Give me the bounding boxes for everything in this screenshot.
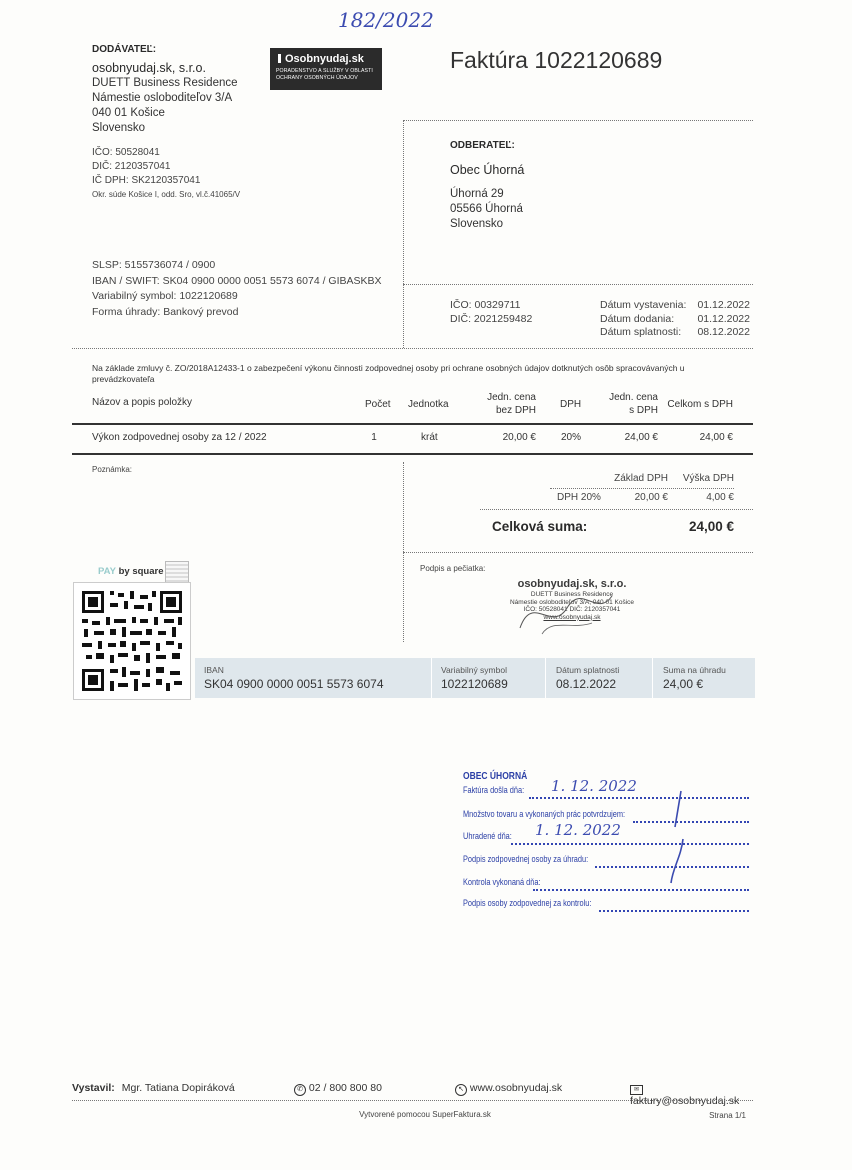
stamp-label: Uhradené dňa: bbox=[463, 831, 512, 841]
stamp-dotted-line bbox=[529, 797, 749, 799]
item-unit-price-vat: 24,00 € bbox=[624, 432, 658, 443]
divider bbox=[545, 658, 546, 698]
customer-block bbox=[450, 140, 524, 232]
supplier-address-line: DUETT Business Residence bbox=[92, 77, 238, 89]
header-qty: Počet bbox=[365, 399, 391, 410]
footer-phone bbox=[294, 1082, 382, 1096]
footer-email bbox=[630, 1082, 753, 1107]
supplier-name: osobnyudaj.sk, s.r.o. bbox=[92, 61, 206, 75]
date-value: 01.12.2022 bbox=[697, 312, 750, 325]
divider bbox=[480, 509, 753, 510]
payment-field-value: 24,00 € bbox=[663, 677, 704, 691]
stamp-line: IČO: 50528041 DIČ: 2120357041 bbox=[523, 606, 621, 613]
created-with: Vytvorené pomocou SuperFaktura.sk bbox=[359, 1110, 491, 1119]
supplier-address-line: Slovensko bbox=[92, 122, 146, 134]
payment-field-label: Variabilný symbol bbox=[441, 665, 507, 675]
item-qty: 1 bbox=[371, 432, 377, 443]
stamp-title: OBEC ÚHORNÁ bbox=[463, 771, 528, 782]
date-label: Dátum dodania: bbox=[600, 312, 675, 325]
pay-by-square-icon bbox=[165, 561, 189, 583]
supplier-block bbox=[92, 44, 240, 199]
vat-amount-header: Výška DPH bbox=[682, 473, 734, 484]
items-table-header bbox=[72, 391, 753, 423]
invoice-dates bbox=[560, 299, 750, 340]
customer-name: Obec Úhorná bbox=[450, 163, 525, 177]
logo-name: Osobnyudaj.sk bbox=[285, 53, 364, 65]
signature-label: Podpis a pečiatka: bbox=[420, 564, 486, 573]
vat-base: 20,00 € bbox=[634, 492, 668, 503]
footer-web bbox=[455, 1082, 562, 1096]
handwritten-registry-number: 182/2022 bbox=[338, 8, 434, 32]
table-row bbox=[72, 432, 753, 448]
date-label: Dátum vystavenia: bbox=[600, 299, 687, 311]
divider bbox=[431, 658, 432, 698]
payment-field-value: SK04 0900 0000 0051 5573 6074 bbox=[204, 677, 384, 691]
page-number: Strana 1/1 bbox=[709, 1111, 746, 1120]
pay-word: PAY bbox=[98, 566, 116, 577]
stamp-line: DUETT Business Residence bbox=[530, 591, 614, 598]
company-logo bbox=[270, 48, 382, 90]
header-vat: DPH bbox=[560, 399, 582, 410]
logo-tagline: PORADENSTVO A SLUŽBY V OBLASTI bbox=[276, 68, 373, 74]
table-rule bbox=[72, 423, 753, 425]
supplier-register: Okr. súde Košice I, odd. Sro, vl.č.41065/V bbox=[92, 190, 241, 199]
table-rule bbox=[72, 453, 753, 455]
divider bbox=[550, 488, 734, 489]
header-unit-price: Jedn. cena bbox=[487, 392, 536, 403]
customer-address-line: Úhorná 29 bbox=[450, 188, 504, 200]
payment-method: Forma úhrady: Bankový prevod bbox=[92, 305, 239, 318]
payment-qr-code[interactable] bbox=[73, 582, 191, 700]
payment-field-due bbox=[556, 665, 619, 691]
header-total: Celkom s DPH bbox=[667, 399, 733, 410]
bank-iban: IBAN / SWIFT: SK04 0900 0000 0051 5573 6074 / GIBASKBX bbox=[92, 274, 382, 287]
divider bbox=[72, 1100, 753, 1101]
supplier-address-line: 040 01 Košice bbox=[92, 107, 165, 119]
total-value: 24,00 € bbox=[688, 519, 734, 534]
stamp-label: Kontrola vykonaná dňa: bbox=[463, 877, 541, 887]
item-vat: 20% bbox=[561, 432, 582, 443]
payment-field-label: Dátum splatnosti bbox=[556, 665, 620, 675]
issued-name: Mgr. Tatiana Dopiráková bbox=[121, 1082, 235, 1094]
customer-ico: IČO: 00329711 bbox=[450, 299, 521, 311]
divider bbox=[403, 120, 753, 121]
payment-field-label: Suma na úhradu bbox=[663, 665, 726, 675]
web-link[interactable]: www.osobnyudaj.sk bbox=[469, 1082, 563, 1094]
stamp-company-name: osobnyudaj.sk, s.r.o. bbox=[517, 578, 627, 590]
invoice-title: Faktúra 1022120689 bbox=[450, 47, 663, 73]
by-square-word: by square bbox=[118, 566, 164, 577]
header-name: Názov a popis položky bbox=[92, 397, 193, 408]
header-unit-price-vat: Jedn. cena bbox=[609, 392, 658, 403]
phone-icon: ✆ bbox=[294, 1084, 306, 1096]
pay-by-square-label bbox=[98, 566, 164, 577]
item-name: Výkon zodpovednej osoby za 12 / 2022 bbox=[92, 432, 267, 443]
header-unit: Jednotka bbox=[408, 399, 449, 410]
stamp-dotted-line bbox=[599, 910, 749, 912]
customer-ids bbox=[450, 298, 532, 326]
stamp-handwritten-date: 1. 12. 2022 bbox=[535, 821, 621, 839]
stamp-handwritten-checkmarks bbox=[653, 787, 703, 887]
supplier-dic: DIČ: 2120357041 bbox=[92, 161, 171, 172]
stamp-line: www.osobnyudaj.sk bbox=[543, 613, 601, 621]
customer-heading: ODBERATEĽ: bbox=[450, 140, 515, 151]
supplier-heading: DODÁVATEĽ: bbox=[92, 44, 157, 55]
stamp-line: Námestie osloboditeľov 3/A, 040 01 Košice bbox=[509, 598, 635, 606]
qr-code-icon bbox=[74, 583, 190, 699]
supplier-address-line: Námestie osloboditeľov 3/A bbox=[92, 92, 233, 104]
payment-field-vs bbox=[441, 665, 508, 691]
header-unit-price-vat: s DPH bbox=[629, 405, 658, 416]
stamp-label: Faktúra došla dňa: bbox=[463, 785, 525, 795]
issued-label: Vystavil: bbox=[72, 1082, 115, 1094]
cursor-icon: ↖ bbox=[455, 1084, 467, 1096]
stamp-label: Množstvo tovaru a vykonaných prác potvrdzujem: bbox=[463, 809, 626, 819]
total-label: Celková suma: bbox=[492, 519, 588, 534]
phone-number: 02 / 800 800 80 bbox=[308, 1082, 382, 1094]
payment-field-amount bbox=[663, 665, 726, 691]
customer-address-line: 05566 Úhorná bbox=[450, 203, 523, 215]
stamp-dotted-line bbox=[533, 889, 749, 891]
logo-mark-icon bbox=[278, 54, 281, 63]
vat-row-label: DPH 20% bbox=[557, 492, 601, 503]
contract-note: Na základe zmluvy č. ZO/2018A12433-1 o zabezpečení výkonu činnosti zodpovednej osoby pri ochrane osobných údajov dotknutých osôb spracovávaných u prevádzkovateľa bbox=[92, 363, 685, 384]
bank-account: SLSP: 5155736074 / 0900 bbox=[92, 259, 216, 271]
footer-contacts bbox=[72, 1082, 753, 1107]
received-stamp bbox=[463, 771, 753, 921]
date-value: 01.12.2022 bbox=[697, 299, 750, 311]
variable-symbol: Variabilný symbol: 1022120689 bbox=[92, 290, 238, 302]
payment-field-value: 1022120689 bbox=[441, 677, 508, 691]
company-stamp bbox=[502, 578, 642, 621]
customer-dic: DIČ: 2021259482 bbox=[450, 313, 533, 325]
logo-tagline: OCHRANY OSOBNÝCH ÚDAJOV bbox=[276, 75, 358, 81]
date-label: Dátum splatnosti: bbox=[600, 326, 682, 338]
customer-address-line: Slovensko bbox=[450, 218, 504, 230]
payment-field-value: 08.12.2022 bbox=[556, 677, 617, 691]
divider bbox=[652, 658, 653, 698]
payment-strip bbox=[195, 658, 755, 698]
header-unit-price: bez DPH bbox=[495, 405, 536, 416]
item-unit-price: 20,00 € bbox=[502, 432, 536, 443]
payment-field-label: IBAN bbox=[204, 665, 224, 675]
divider bbox=[403, 284, 753, 285]
note-label: Poznámka: bbox=[92, 465, 133, 474]
divider bbox=[403, 120, 404, 348]
item-total: 24,00 € bbox=[699, 432, 733, 443]
divider bbox=[72, 348, 753, 349]
supplier-bank-block bbox=[92, 258, 382, 320]
divider bbox=[403, 552, 753, 553]
stamp-label: Podpis zodpovednej osoby za úhradu: bbox=[463, 854, 589, 864]
item-unit: krát bbox=[421, 432, 438, 443]
supplier-ico: IČO: 50528041 bbox=[92, 147, 160, 158]
stamp-dotted-line bbox=[511, 843, 749, 845]
supplier-icdph: IČ DPH: SK2120357041 bbox=[92, 175, 201, 186]
signature-scribble bbox=[512, 588, 622, 638]
stamp-handwritten-date: 1. 12. 2022 bbox=[551, 777, 637, 795]
vat-base-header: Základ DPH bbox=[614, 473, 668, 484]
payment-field-iban bbox=[204, 665, 384, 691]
email-link[interactable]: faktury@osobnyudaj.sk bbox=[630, 1095, 740, 1107]
vat-amount: 4,00 € bbox=[706, 492, 734, 503]
date-value: 08.12.2022 bbox=[697, 326, 750, 338]
mail-icon: ✉ bbox=[630, 1085, 643, 1095]
stamp-label: Podpis osoby zodpovednej za kontrolu: bbox=[463, 898, 592, 908]
